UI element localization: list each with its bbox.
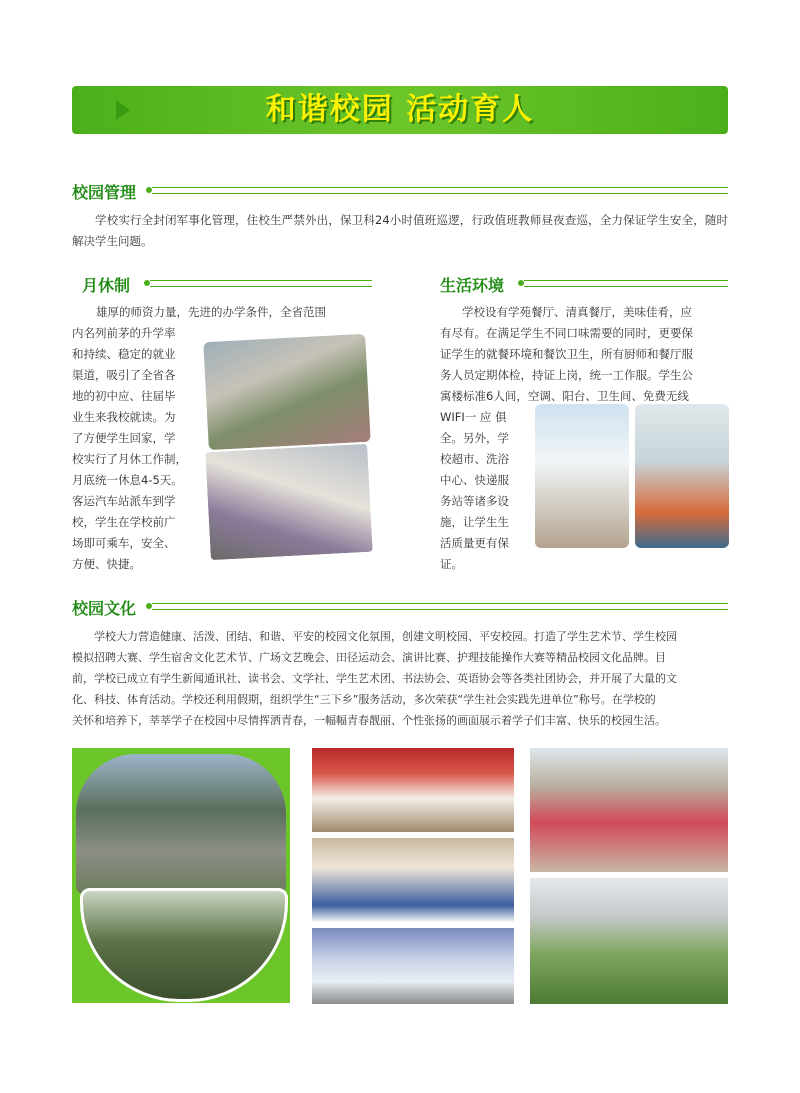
- bus-square-photo: [203, 442, 375, 563]
- text-line: 校实行了月休工作制，: [72, 452, 187, 466]
- text-line: 有尽有。在满足学生不同口味需要的同时，更要保: [440, 326, 693, 340]
- text-line: 务人员定期体检，持证上岗，统一工作服。学生公: [440, 368, 693, 382]
- text-line: 和持续、稳定的就业: [72, 347, 176, 361]
- text-line: 业生来我校就读。为: [72, 410, 176, 424]
- text-line: 场即可乘车，安全、: [72, 536, 176, 550]
- text-line: 渠道，吸引了全省各: [72, 368, 176, 382]
- text-line: 中心、快递服: [440, 473, 509, 487]
- section-title: 生活环境: [440, 276, 505, 295]
- text-line: 学校大力营造健康、活泼、团结、和谐、平安的校园文化氛围，创建文明校园、平安校园。打造了学生艺术节、学生校园: [94, 630, 677, 643]
- campus-garden-photo: [530, 878, 728, 1004]
- heading-rule: [150, 286, 372, 287]
- text-line: 方便、快捷。: [72, 557, 141, 571]
- text-line: 月底统一休息4-5天。: [72, 473, 183, 487]
- text-line: 雄厚的师资力量，先进的办学条件，全省范围: [96, 305, 326, 319]
- ceremony-photo: [312, 748, 514, 832]
- text-line: 寓楼标准6人间，空调、阳台、卫生间、免费无线: [440, 389, 689, 403]
- heading-rule: [524, 280, 728, 281]
- text-line: 前，学校已成立有学生新闻通讯社、读书会、文学社、学生艺术团、书法协会、英语协会等各类社团协会，并开展了大量的文: [72, 672, 677, 685]
- text-line: 务站等诸多设: [440, 494, 509, 508]
- management-text: 学校实行全封闭军事化管理，住校生严禁外出，保卫科24小时值班巡逻，行政值班教师昼夜查巡，全力保证学生安全，随时解决学生问题。: [72, 213, 728, 248]
- title-banner: [72, 86, 728, 134]
- text-line: 学校设有学苑餐厅、清真餐厅，美味佳肴，应: [462, 305, 692, 319]
- section-heading-monthly: [82, 275, 372, 295]
- heading-rule: [524, 286, 728, 287]
- heading-rule: [152, 609, 728, 610]
- section-title: 校园管理: [72, 183, 137, 202]
- section-heading-culture: [72, 598, 728, 618]
- heading-rule: [150, 280, 372, 281]
- section-title: 校园文化: [72, 599, 137, 618]
- text-line: 校超市、洗浴: [440, 452, 509, 466]
- canteen-photo: [635, 404, 729, 548]
- campus-road-photo: [203, 334, 370, 450]
- nursing-skills-photo: [312, 838, 514, 922]
- text-line: 活质量更有保: [440, 536, 509, 550]
- banner-title: 和谐校园 活动育人: [265, 92, 535, 127]
- text-line: 模拟招聘大赛、学生宿舍文化艺术节、广场文艺晚会、田径运动会、演讲比赛、护理技能操作大赛等精品校园文化品牌。目: [72, 651, 666, 664]
- section-heading-management: [72, 182, 728, 202]
- section-title: 月休制: [82, 276, 131, 295]
- military-training-photo: [80, 888, 288, 1002]
- text-line: 关怀和培养下，莘莘学子在校园中尽情挥洒青春，一幅幅青春靓丽、个性张扬的画面展示着学子们丰富、快乐的校园生活。: [72, 714, 666, 727]
- dormitory-photo: [535, 404, 629, 548]
- text-line: 校，学生在学校前广: [72, 515, 176, 529]
- heart-collage-panel: [72, 748, 290, 1003]
- heading-rule: [152, 193, 728, 194]
- text-line: 了方便学生回家，学: [72, 431, 176, 445]
- nurse-lineup-photo: [312, 928, 514, 1004]
- text-line: 客运汽车站派车到学: [72, 494, 176, 508]
- spring-activity-photo: [530, 748, 728, 872]
- text-line: 施，让学生生: [440, 515, 509, 529]
- text-line: 证学生的就餐环境和餐饮卫生，所有厨师和餐厅服: [440, 347, 693, 361]
- section-heading-living: [440, 275, 730, 295]
- text-line: 全。另外，学: [440, 431, 509, 445]
- heading-rule: [152, 187, 728, 188]
- heading-rule: [152, 603, 728, 604]
- text-line: 内名列前茅的升学率: [72, 326, 176, 340]
- text-line: WIFI一 应 俱: [440, 410, 507, 424]
- text-line: 地的初中应、往届毕: [72, 389, 176, 403]
- text-line: 化、科技、体育活动。学校还利用假期，组织学生“三下乡”服务活动，多次荣获“学生社会实践先进单位”称号。在学校的: [72, 693, 656, 706]
- text-line: 证。: [440, 557, 463, 571]
- drill-field-photo: [76, 754, 286, 894]
